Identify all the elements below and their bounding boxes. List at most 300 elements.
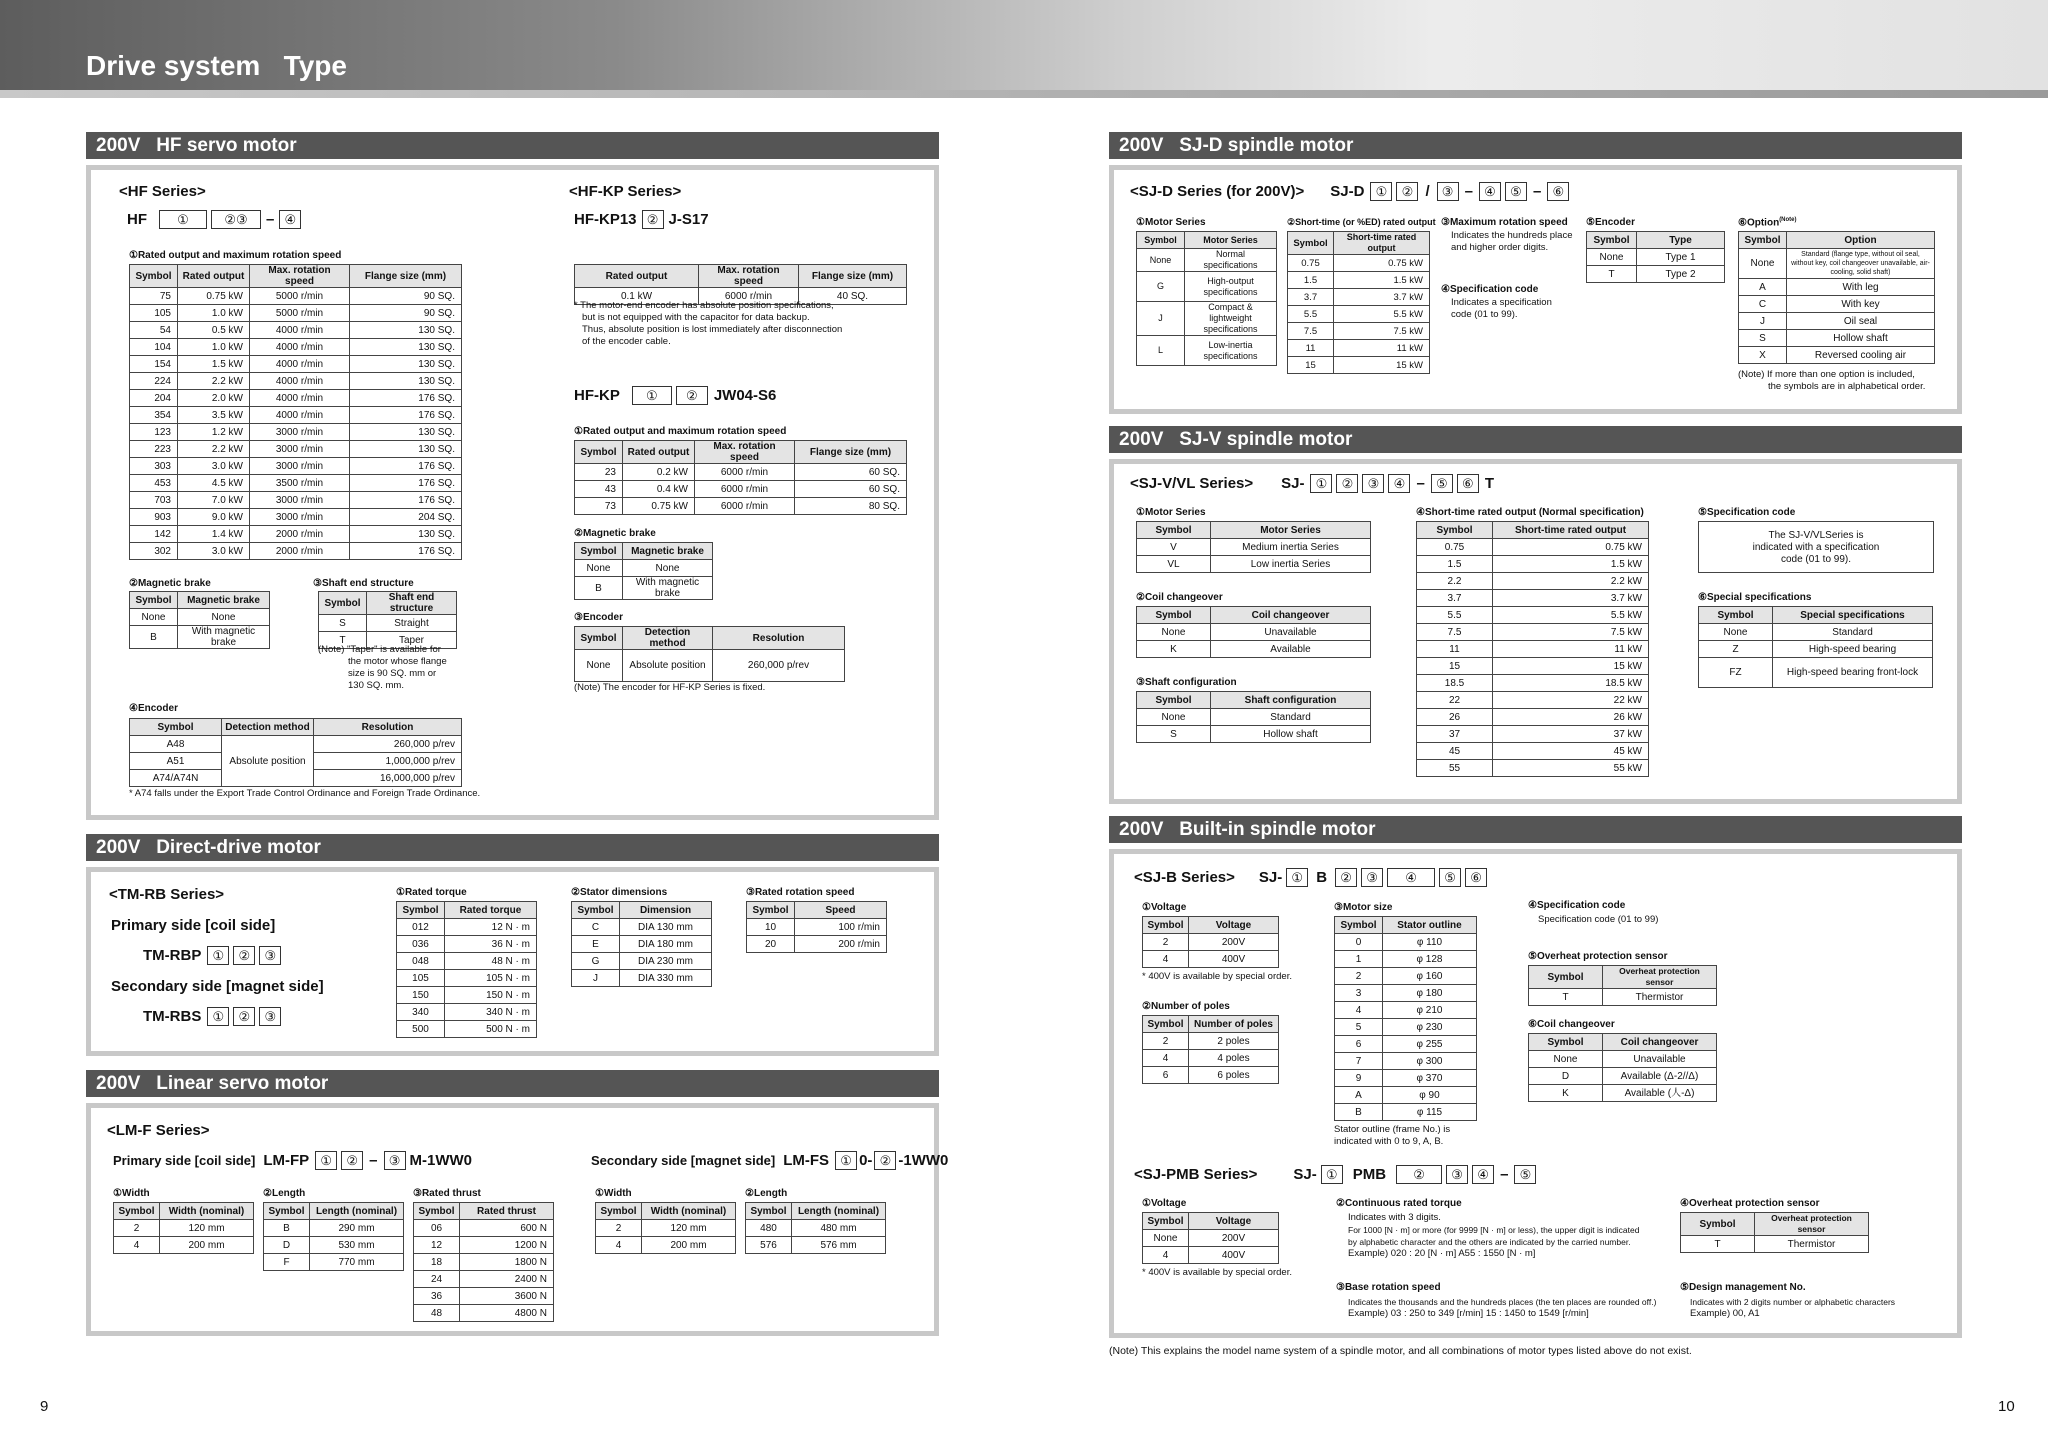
cell: 6000 r/min	[699, 288, 799, 305]
sjv-cap-6: ⑥Special specifications	[1698, 592, 1812, 603]
table-row	[130, 492, 462, 509]
table-cell: D	[264, 1237, 310, 1254]
table-row	[1143, 1247, 1279, 1264]
hfkp-encoder-note: (Note) The encoder for HF-KP Series is fixed.	[574, 682, 766, 693]
sjb-model-code	[1134, 868, 1489, 887]
table-cell: 06	[414, 1220, 460, 1237]
sjv-shaft-table	[1136, 691, 1371, 743]
table-cell: None	[130, 609, 178, 626]
th: Symbol	[1137, 607, 1211, 624]
lin-cap-4: ①Width	[595, 1188, 632, 1199]
hf-cap-4: ④Encoder	[129, 703, 178, 714]
table-cell: 80 SQ.	[795, 498, 907, 515]
th: Symbol	[1137, 522, 1211, 539]
table-cell: 12	[414, 1237, 460, 1254]
table-row	[1739, 296, 1935, 313]
table-row	[1143, 1230, 1279, 1247]
table-cell: Hollow shaft	[1211, 726, 1371, 743]
th: Max. rotation speed	[250, 265, 350, 288]
sjd-box-2: ②	[1396, 182, 1418, 201]
note-line: The SJ-V/VLSeries is	[1768, 530, 1864, 541]
sjv-coil-table	[1136, 606, 1371, 658]
table-row	[572, 936, 712, 953]
pmb-voltage-table	[1142, 1212, 1279, 1264]
table-cell: 37	[1417, 726, 1493, 743]
sjv-section-header: 200V SJ-V spindle motor	[1109, 426, 1962, 453]
table-cell: 1.5 kW	[178, 356, 250, 373]
note-line: size is 90 SQ. mm or	[348, 668, 437, 679]
table-cell: 0.2 kW	[623, 464, 695, 481]
table-row	[130, 305, 462, 322]
table-row	[397, 919, 537, 936]
th: Voltage	[1189, 917, 1279, 934]
table-cell: 7.0 kW	[178, 492, 250, 509]
table-cell: K	[1137, 641, 1211, 658]
table-cell: 5.5 kW	[1334, 306, 1430, 323]
table-cell: None	[178, 609, 270, 626]
th: Symbol	[747, 902, 795, 919]
table-row	[114, 1220, 254, 1237]
table-row	[414, 1220, 554, 1237]
table-row	[1587, 266, 1725, 283]
table-cell: 54	[130, 322, 178, 339]
th: Length (nominal)	[792, 1203, 886, 1220]
sjb-box-3: ③	[1361, 868, 1383, 887]
table-cell: Normal specifications	[1185, 249, 1277, 272]
table-cell: High-speed bearing front-lock	[1773, 658, 1933, 688]
cell: Absolute position	[623, 650, 713, 682]
table-row	[1335, 1002, 1477, 1019]
table-cell: Thermistor	[1755, 1236, 1869, 1253]
table-row	[1137, 302, 1277, 336]
table-cell: T	[1681, 1236, 1755, 1253]
sjv-section-body	[1109, 459, 1962, 804]
table-row	[1143, 1033, 1279, 1050]
table-cell: 90 SQ.	[350, 305, 462, 322]
table-row	[1143, 1067, 1279, 1084]
table-cell: 0.75 kW	[178, 288, 250, 305]
dd-cap-1: ①Rated torque	[396, 887, 467, 898]
table-cell: 6	[1335, 1036, 1383, 1053]
table-cell: 3.7 kW	[1493, 590, 1649, 607]
table-row	[746, 1220, 886, 1237]
table-cell: 200 mm	[642, 1237, 736, 1254]
lin-s-length-rows	[746, 1220, 886, 1254]
table-cell: Available (人-Δ)	[1603, 1085, 1717, 1102]
table-row	[572, 919, 712, 936]
table-cell: 1.5	[1288, 272, 1334, 289]
table-row	[130, 424, 462, 441]
table-cell: With key	[1787, 296, 1935, 313]
sjv-model-code: <SJ-V/VL Series> SJ- ① ② ③ ④ – ⑤ ⑥ T	[1130, 475, 1494, 492]
th: Shaft configuration	[1211, 692, 1371, 709]
table-cell: 4	[1335, 1002, 1383, 1019]
table-cell: 1	[1335, 951, 1383, 968]
table-cell: 176 SQ.	[350, 458, 462, 475]
table-cell: 3.0 kW	[178, 543, 250, 560]
table-row	[572, 970, 712, 987]
table-row	[414, 1237, 554, 1254]
cell: A74/A74N	[130, 770, 222, 787]
pmb-sensor-table	[1680, 1212, 1869, 1253]
th: Coil changeover	[1211, 607, 1371, 624]
table-row	[114, 1237, 254, 1254]
table-cell: 5000 r/min	[250, 305, 350, 322]
table-cell: 1.4 kW	[178, 526, 250, 543]
sjpmb-box-4: ④	[1472, 1165, 1494, 1184]
bis-size-rows	[1335, 934, 1477, 1121]
note-line: indicated with a specification	[1752, 542, 1880, 553]
th: Voltage	[1189, 1213, 1279, 1230]
lin-cap-5: ②Length	[745, 1188, 788, 1199]
table-row	[1288, 323, 1430, 340]
table-cell: 73	[575, 498, 623, 515]
pmb-cap-2: ②Continuous rated torque	[1336, 1198, 1462, 1209]
hfkp13-suffix: J-S17	[668, 211, 709, 228]
sjd-output-table	[1287, 231, 1430, 374]
table-cell: 23	[575, 464, 623, 481]
table-row	[1417, 760, 1649, 777]
table-cell: 340 N · m	[445, 1004, 537, 1021]
sjd-series-title: <SJ-D Series (for 200V)>	[1130, 183, 1305, 200]
th: Overheat protection sensor	[1755, 1213, 1869, 1236]
lin-section-header: 200V Linear servo motor	[86, 1070, 939, 1097]
table-cell: Type 1	[1637, 249, 1725, 266]
table-cell: 3000 r/min	[250, 441, 350, 458]
table-cell: 500	[397, 1021, 445, 1038]
lmfp-box-2: ②	[341, 1151, 363, 1170]
table-row	[1335, 1036, 1477, 1053]
table-cell: 3000 r/min	[250, 492, 350, 509]
table-cell: 7	[1335, 1053, 1383, 1070]
table-row	[1417, 692, 1649, 709]
table-row	[1529, 1068, 1717, 1085]
hfkp13-box-2: ②	[642, 210, 664, 229]
th: Symbol	[575, 441, 623, 464]
header-stripe	[0, 90, 2048, 98]
th: Symbol	[1143, 1016, 1189, 1033]
table-cell: 576	[746, 1237, 792, 1254]
table-row	[1137, 556, 1371, 573]
table-cell: 15 kW	[1493, 658, 1649, 675]
hfkp13-prefix: HF-KP13	[574, 211, 637, 228]
table-cell: 2.2 kW	[178, 441, 250, 458]
lin-length-table	[263, 1202, 404, 1271]
table-row	[575, 481, 907, 498]
note-line: Indicates the hundreds place	[1451, 230, 1573, 241]
th: Symbol	[1587, 232, 1637, 249]
sjd-slash: /	[1425, 183, 1430, 200]
lmfs-suffix: -1WW0	[898, 1152, 949, 1169]
table-row	[1288, 255, 1430, 272]
table-cell: 15	[1288, 357, 1334, 374]
hfkp-series-title: <HF-KP Series>	[569, 183, 682, 200]
th: Symbol	[130, 265, 178, 288]
table-cell: Unavailable	[1603, 1051, 1717, 1068]
table-row	[397, 936, 537, 953]
table-row	[575, 560, 713, 577]
sjd-option-table	[1738, 231, 1935, 364]
table-row	[1137, 641, 1371, 658]
lin-s-length-table	[745, 1202, 886, 1254]
table-cell: 1.5	[1417, 556, 1493, 573]
th: Symbol	[596, 1203, 642, 1220]
th: Symbol	[1288, 232, 1334, 255]
sjv-output-rows	[1417, 539, 1649, 777]
bis-cap-1: ①Voltage	[1142, 902, 1187, 913]
th: Max. rotation speed	[695, 441, 795, 464]
table-cell: 150	[397, 987, 445, 1004]
note-line: (Note) "Taper" is available for	[318, 644, 441, 655]
table-cell: 224	[130, 373, 178, 390]
page-number-left: 9	[40, 1398, 49, 1415]
sjb-box-6: ⑥	[1465, 868, 1487, 887]
th: Short-time rated output	[1493, 522, 1649, 539]
dd-section-header: 200V Direct-drive motor	[86, 834, 939, 861]
hf-cap-1: ①Rated output and maximum rotation speed	[129, 250, 342, 261]
table-row	[130, 526, 462, 543]
bis-cap-2: ②Number of poles	[1142, 1001, 1230, 1012]
table-row	[1335, 985, 1477, 1002]
sjv-box-2: ②	[1336, 474, 1358, 493]
table-cell: Hollow shaft	[1787, 330, 1935, 347]
th: Short-time rated output	[1334, 232, 1430, 255]
table-row	[397, 1004, 537, 1021]
bis-size-note	[1334, 1124, 1450, 1148]
th: Max. rotation speed	[699, 265, 799, 288]
table-cell: 142	[130, 526, 178, 543]
table-cell: 2	[1335, 968, 1383, 985]
sjd-cap-1: ①Motor Series	[1136, 217, 1206, 228]
th: Symbol	[1529, 1034, 1603, 1051]
table-row	[1417, 709, 1649, 726]
table-cell: 176 SQ.	[350, 475, 462, 492]
sjd-option-rows	[1739, 279, 1935, 364]
bis-spec-note: Specification code (01 to 99)	[1538, 914, 1659, 925]
th: Symbol	[130, 592, 178, 609]
table-row	[1681, 1236, 1869, 1253]
table-cell: 036	[397, 936, 445, 953]
table-row	[130, 609, 270, 626]
table-row	[130, 390, 462, 407]
pmb-design-note	[1690, 1296, 1895, 1320]
sjd-cap-5: ⑤Encoder	[1586, 217, 1635, 228]
table-cell: 5000 r/min	[250, 288, 350, 305]
hfkp-brake-rows	[575, 560, 713, 600]
table-cell: 7.5	[1417, 624, 1493, 641]
table-cell: 3.0 kW	[178, 458, 250, 475]
table-cell: J	[1739, 313, 1787, 330]
bis-size-table	[1334, 916, 1477, 1121]
dd-section-body	[86, 867, 939, 1056]
table-cell: 2 poles	[1189, 1033, 1279, 1050]
table-row	[1335, 1019, 1477, 1036]
table-cell: T	[1529, 989, 1603, 1006]
table-row	[264, 1237, 404, 1254]
table-cell: 9.0 kW	[178, 509, 250, 526]
table-cell: Low inertia Series	[1211, 556, 1371, 573]
lin-cap-2: ②Length	[263, 1188, 306, 1199]
table-cell: 100 r/min	[795, 919, 887, 936]
table-row	[1143, 934, 1279, 951]
table-row	[1587, 249, 1725, 266]
table-cell: 354	[130, 407, 178, 424]
hfkp-cap-3: ③Encoder	[574, 612, 623, 623]
tmrbp-box-1: ①	[207, 946, 229, 965]
table-cell: T	[1587, 266, 1637, 283]
table-row	[1739, 313, 1935, 330]
table-cell: 6000 r/min	[695, 498, 795, 515]
table-cell: 4800 N	[460, 1305, 554, 1322]
table-cell: 0.5 kW	[178, 322, 250, 339]
table-row	[1288, 289, 1430, 306]
table-cell: 18.5 kW	[1493, 675, 1649, 692]
table-cell: 1.2 kW	[178, 424, 250, 441]
table-row	[1739, 347, 1935, 364]
table-cell: Thermistor	[1603, 989, 1717, 1006]
tmrbp-box-3: ③	[259, 946, 281, 965]
hf-section-header: 200V HF servo motor	[86, 132, 939, 159]
lin-s-width-table	[595, 1202, 736, 1254]
hfkp-brake-table	[574, 542, 713, 600]
table-row	[1417, 641, 1649, 658]
table-row	[1335, 968, 1477, 985]
pmb-voltage-note: * 400V is available by special order.	[1142, 1267, 1292, 1278]
bis-cap-5: ⑤Overheat protection sensor	[1528, 951, 1668, 962]
table-row	[1417, 726, 1649, 743]
table-cell: 4	[1143, 1247, 1189, 1264]
th: Symbol	[1681, 1213, 1755, 1236]
table-row	[1417, 556, 1649, 573]
pmb-sensor-rows	[1681, 1236, 1869, 1253]
table-cell: K	[1529, 1085, 1603, 1102]
hf-servo-section	[86, 132, 939, 820]
table-cell: 2	[1143, 934, 1189, 951]
table-row	[397, 1021, 537, 1038]
table-cell: J	[572, 970, 620, 987]
table-row	[1699, 641, 1933, 658]
table-row	[130, 509, 462, 526]
hf-box-23: ②③	[211, 210, 261, 229]
table-cell: Available	[1211, 641, 1371, 658]
table-cell: L	[1137, 336, 1185, 366]
table-row	[572, 953, 712, 970]
table-cell: 130 SQ.	[350, 322, 462, 339]
table-cell: G	[572, 953, 620, 970]
table-row	[596, 1237, 736, 1254]
table-row	[1699, 624, 1933, 641]
hf-encoder-table	[129, 718, 462, 787]
table-cell: 6 poles	[1189, 1067, 1279, 1084]
sjb-box-4: ④	[1387, 868, 1435, 887]
table-row	[1137, 624, 1371, 641]
table-row	[596, 1220, 736, 1237]
hfkp-box-1: ①	[632, 386, 672, 405]
table-cell: 012	[397, 919, 445, 936]
sjd-box-6: ⑥	[1547, 182, 1569, 201]
note-line: the motor whose flange	[348, 656, 447, 667]
table-cell: 200V	[1189, 934, 1279, 951]
table-cell: 703	[130, 492, 178, 509]
table-cell: 0.75	[1288, 255, 1334, 272]
table-cell: 130 SQ.	[350, 424, 462, 441]
table-cell: 400V	[1189, 951, 1279, 968]
th: Symbol	[572, 902, 620, 919]
table-cell: 3.7 kW	[1334, 289, 1430, 306]
cell: A51	[130, 753, 222, 770]
sjd-encoder-table	[1586, 231, 1725, 283]
table-cell: None	[1699, 624, 1773, 641]
lmfp-box-3: ③	[384, 1151, 406, 1170]
note-line: code (01 to 99).	[1451, 309, 1518, 320]
linear-servo-section	[86, 1070, 949, 1336]
table-cell: 6	[1143, 1067, 1189, 1084]
table-cell: 7.5 kW	[1493, 624, 1649, 641]
table-cell: 4000 r/min	[250, 407, 350, 424]
table-cell: 4000 r/min	[250, 390, 350, 407]
sjv-cap-1: ①Motor Series	[1136, 507, 1206, 518]
table-cell: Medium inertia Series	[1211, 539, 1371, 556]
hf-section-body	[86, 165, 939, 820]
sjd-cap-6-sup: (Note)	[1779, 217, 1797, 223]
lmfs-box-2: ②	[874, 1151, 896, 1170]
tmrbs-box-3: ③	[259, 1007, 281, 1026]
sjpmb-box-3: ③	[1446, 1165, 1468, 1184]
table-cell: None	[1587, 249, 1637, 266]
th: Rated torque	[445, 902, 537, 919]
table-cell: C	[572, 919, 620, 936]
table-cell: 4	[1143, 1050, 1189, 1067]
th: Coil changeover	[1603, 1034, 1717, 1051]
table-cell: None	[1137, 249, 1185, 272]
table-cell: 20	[747, 936, 795, 953]
table-cell: A	[1335, 1087, 1383, 1104]
table-cell: 4000 r/min	[250, 373, 350, 390]
sjd-note-3	[1451, 230, 1572, 254]
table-cell: 90 SQ.	[350, 288, 462, 305]
table-row	[130, 458, 462, 475]
table-cell: 26 kW	[1493, 709, 1649, 726]
sjv-box-3: ③	[1362, 474, 1384, 493]
sjd-cap-4: ④Specification code	[1441, 284, 1539, 295]
table-cell: 176 SQ.	[350, 407, 462, 424]
table-row	[1137, 539, 1371, 556]
table-cell: 4	[596, 1237, 642, 1254]
sjv-special-table	[1698, 606, 1933, 688]
hfkp-prefix: HF-KP	[574, 387, 620, 404]
hf-encoder-note: * A74 falls under the Export Trade Control Ordinance and Foreign Trade Ordinance.	[129, 788, 481, 799]
sjb-mid: B	[1316, 869, 1328, 886]
hfkp-encoder-table	[574, 626, 845, 682]
table-cell: None	[1137, 624, 1211, 641]
table-cell: 9	[1335, 1070, 1383, 1087]
table-row	[264, 1254, 404, 1271]
table-row	[130, 407, 462, 424]
pmb-cap-4: ④Overheat protection sensor	[1680, 1198, 1820, 1209]
table-cell: 1800 N	[460, 1254, 554, 1271]
bis-section-body	[1109, 849, 1962, 1338]
table-row	[1288, 272, 1430, 289]
th: Symbol	[414, 1203, 460, 1220]
hf-shaft-table	[318, 591, 457, 649]
tmrbs-box-1: ①	[207, 1007, 229, 1026]
sjv-suffix: T	[1484, 475, 1494, 492]
table-cell: V	[1137, 539, 1211, 556]
th: Symbol	[1739, 232, 1787, 249]
th: Magnetic brake	[178, 592, 270, 609]
table-row	[575, 464, 907, 481]
table-row	[1137, 336, 1277, 366]
